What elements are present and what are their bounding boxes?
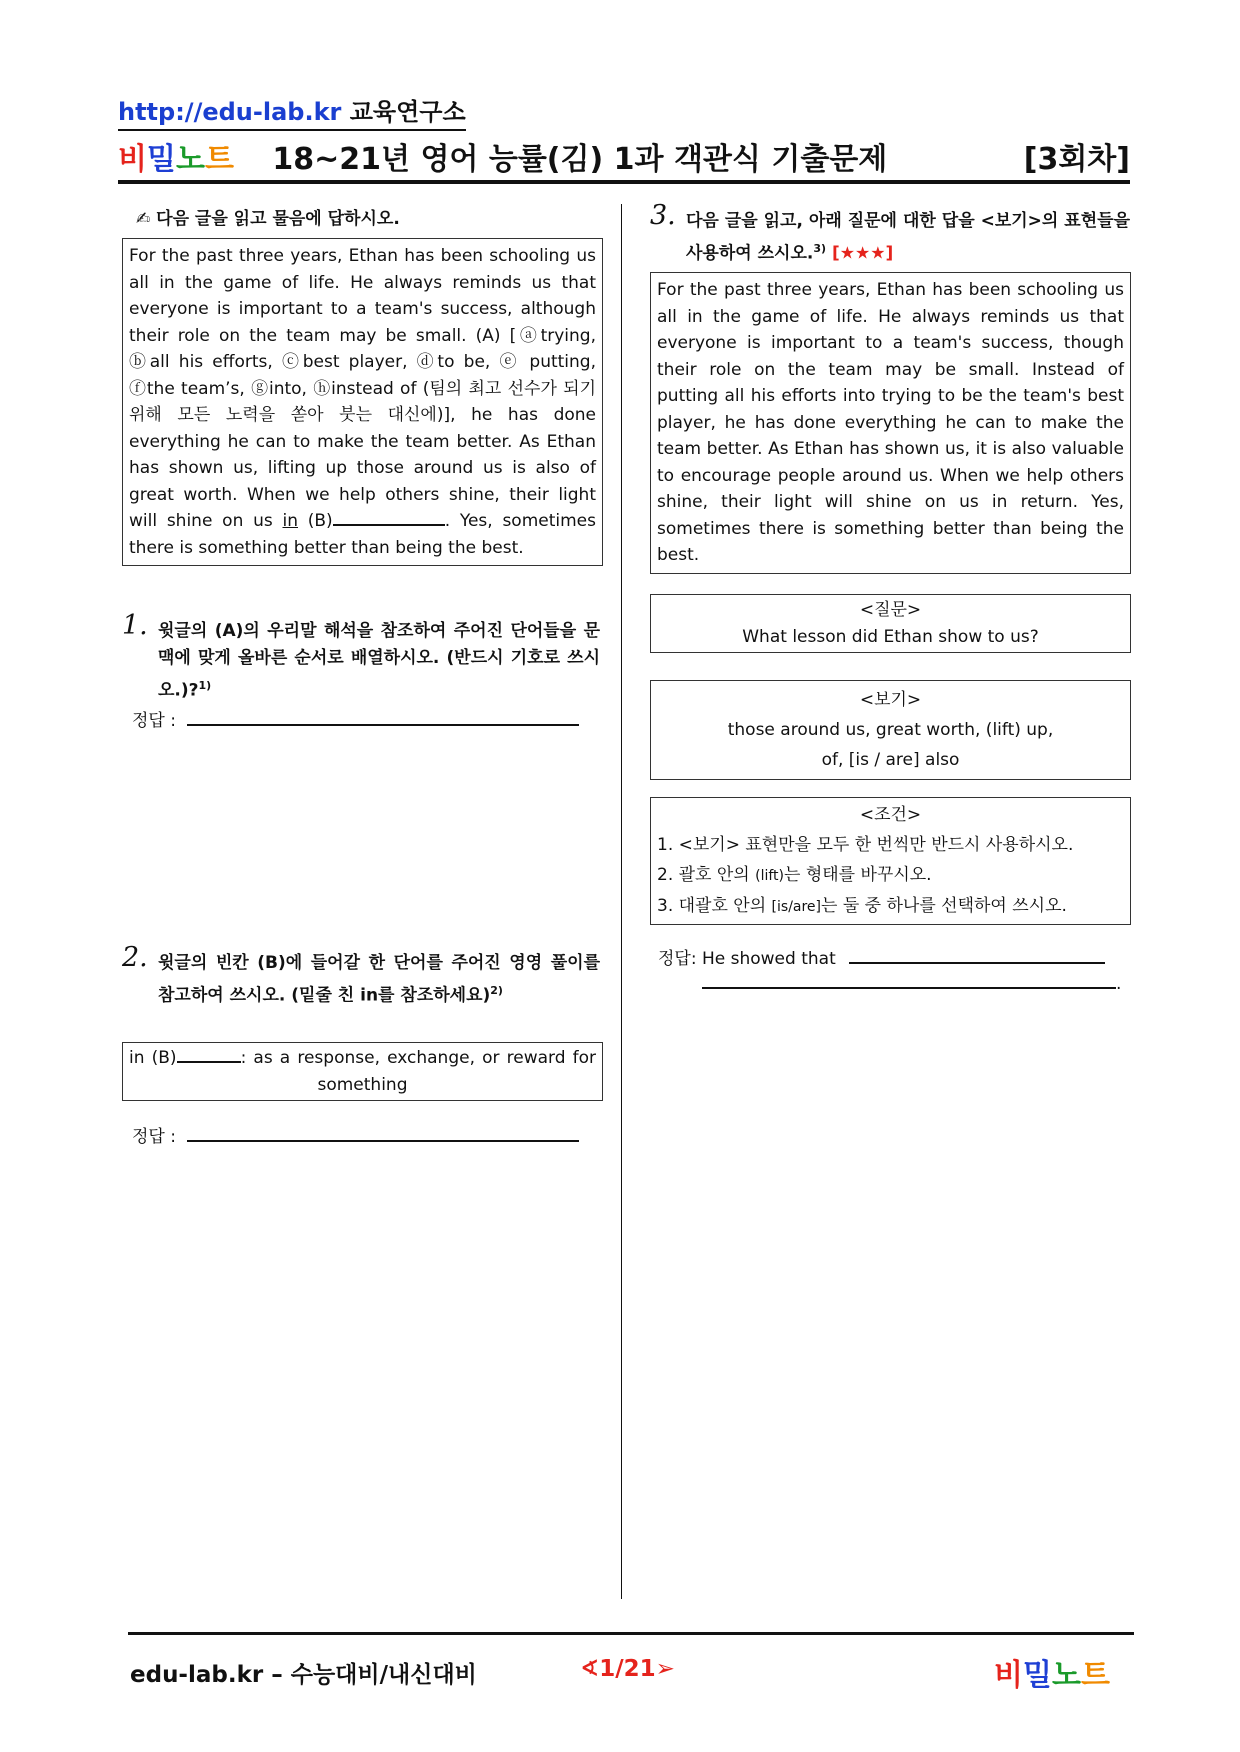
answer-label: 정답 : (132, 711, 176, 731)
footnote-ref: 2) (490, 984, 503, 997)
answer-label: 정답 : (132, 1127, 176, 1147)
footnote-ref: 3) (813, 242, 827, 255)
difficulty-stars: [★★★] (831, 243, 894, 264)
answer-3-line-2 (702, 974, 1121, 994)
definition-box (122, 1042, 603, 1101)
answer-1 (132, 706, 579, 731)
answer-2 (132, 1122, 579, 1147)
answer-3-field-1[interactable] (849, 962, 1105, 964)
page-title (118, 134, 1130, 178)
condition-1: 1. <보기> 표현만을 모두 한 번씩만 반드시 사용하시오. (657, 835, 1074, 855)
instruction: ✍ 다음 글을 읽고 물음에 답하시오. (136, 209, 400, 229)
answer-label: 정답: He showed that (658, 949, 836, 969)
passage-text-1: For the past three years, Ethan has been schooling us all in the game of life. He always reminds us that everyone is important to a team's success, although their role on the team may be small. (A) [ⓐtrying, ⓑall his efforts, ⓒbest player, ⓓto be, ⓔ putting, ⓕthe team’s, ⓖinto, ⓗinstead of ( (129, 246, 596, 399)
condition-box (650, 797, 1131, 925)
question-box (650, 594, 1131, 653)
bogi-line-2: of, [is / are] also (821, 750, 960, 770)
question-number: 2. (122, 942, 148, 973)
footnote-ref: 1) (198, 679, 212, 692)
definition-text: : as a response, exchange, or reward for something (240, 1048, 596, 1095)
brand-logo: 비밀노트 (118, 142, 234, 177)
passage-text-2: )], he has done everything he can to make the team better. As Ethan has shown us, lifting up those around us is also of great worth. When we help others shine, their light will shine on us (129, 405, 596, 531)
passage-blank-label: (B) (298, 511, 333, 531)
question-text: 윗글의 빈칸 (B)에 들어갈 한 단어를 주어진 영영 풀이를 참고하여 쓰시오. (밑줄 친 in를 참조하세요) (158, 953, 600, 1006)
question-box-text: What lesson did Ethan show to us? (742, 626, 1039, 647)
blank-b-2 (177, 1061, 241, 1063)
header-url-line (118, 92, 466, 131)
answer-3 (658, 944, 1105, 969)
definition-prefix: in (B) (129, 1048, 177, 1068)
answer-2-field[interactable] (187, 1140, 579, 1142)
site-link[interactable]: http://edu-lab.kr (118, 98, 342, 126)
header-rule (118, 180, 1130, 184)
condition-3: 3. 대괄호 안의 [is/are]는 둘 중 하나를 선택하여 쓰시오. (657, 896, 1067, 916)
passage-text-4: . Yes, sometimes there is something better than being the best. (129, 511, 596, 558)
question-text: 다음 글을 읽고, 아래 질문에 대한 답을 <보기>의 표현들을 사용하여 쓰시오. (686, 211, 1130, 264)
footer-brand-logo: 비밀노트 (994, 1658, 1110, 1693)
condition-title: <조건> (859, 805, 922, 825)
passage-box-2: For the past three years, Ethan has been schooling us all in the game of life. He always reminds us that everyone is important to a team's success, though their role on the team may be small. Instead of putting all his efforts into trying to be the team's best player, he has done everything he can to make the team better. As Ethan has shown us, it is also valuable to encourage people around us. When we help others shine, their light will shine on us in return. Yes, sometimes there is something better than being the best. (650, 272, 1131, 574)
answer-1-field[interactable] (187, 724, 579, 726)
footer-rule (128, 1632, 1134, 1635)
institute-name: 교육연구소 (349, 98, 466, 126)
blank-b (333, 524, 445, 526)
bogi-box (650, 680, 1131, 780)
footer-site: edu-lab.kr – 수능대비/내신대비 (130, 1662, 477, 1688)
question-text: 윗글의 (A)의 우리말 해석을 참조하여 주어진 단어들을 문맥에 맞게 올바른 순서로 배열하시오. (반드시 기호로 쓰시오.)? (158, 621, 600, 701)
question-number: 1. (122, 610, 148, 641)
underlined-in: in (282, 511, 298, 531)
question-1 (122, 610, 600, 705)
question-number: 3. (650, 200, 676, 231)
page-number: ∢1/21➢ (580, 1656, 675, 1682)
passage-box (122, 238, 603, 566)
exam-title: 18~21년 영어 능률(김) 1과 객관식 기출문제 (272, 142, 888, 177)
answer-3-field-2[interactable] (702, 987, 1116, 989)
question-3 (650, 200, 1130, 268)
bogi-title: <보기> (859, 690, 922, 710)
answer-period: . (1116, 974, 1122, 994)
condition-2: 2. 괄호 안의 (lift)는 형태를 바꾸시오. (657, 865, 932, 885)
bogi-line-1: those around us, great worth, (lift) up, (727, 720, 1054, 740)
question-2 (122, 942, 600, 1010)
question-box-title: <질문> (859, 600, 922, 620)
round-label: [3회차] (1023, 142, 1130, 177)
column-divider (621, 204, 622, 1599)
passage-korean: 팀의 최고 선수가 되기 위해 모든 노력을 쏟아 붓는 대신에 (129, 378, 596, 425)
